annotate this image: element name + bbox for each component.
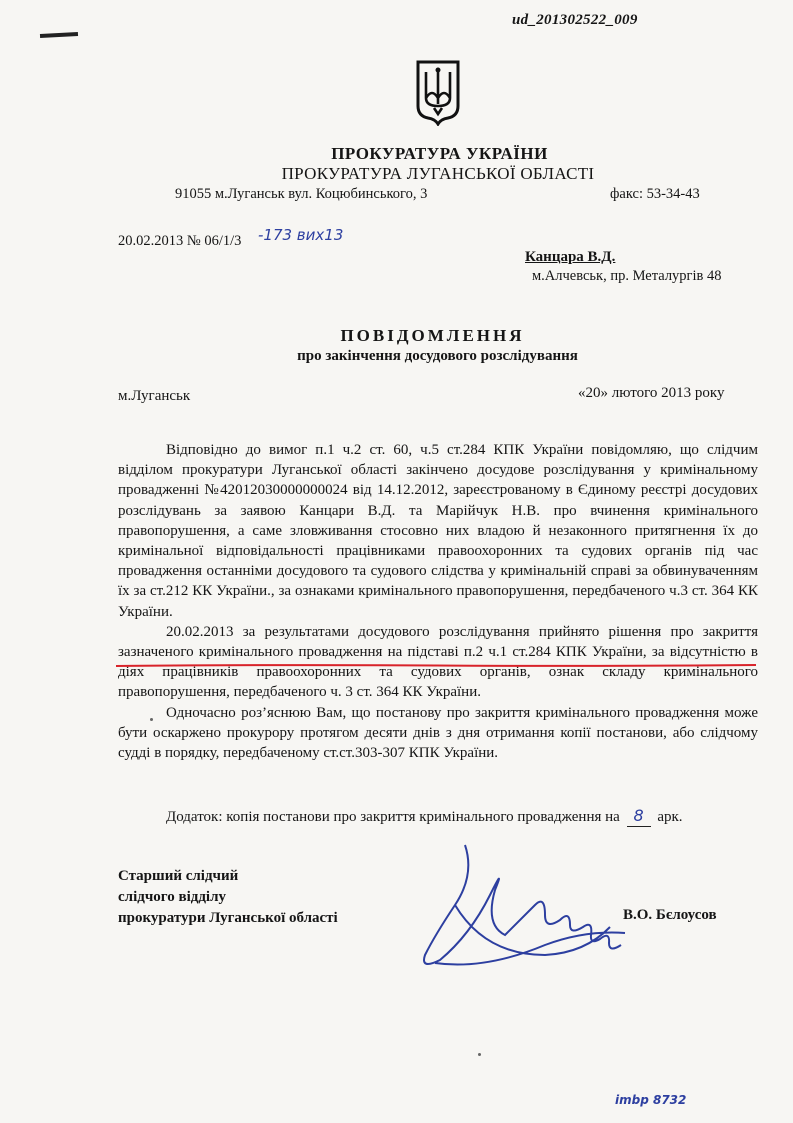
handwritten-signature — [395, 835, 655, 985]
addressee-address: м.Алчевськ, пр. Металургів 48 — [532, 268, 722, 284]
signatory-name: В.О. Бєлоусов — [623, 907, 717, 923]
red-underline-mark — [116, 664, 756, 667]
place-of-issue: м.Луганськ — [118, 388, 191, 404]
annex-text: Додаток: копія постанови про закриття кримінального провадження на — [166, 809, 620, 825]
scan-speck — [478, 1053, 481, 1056]
annex-page-count: 8 — [627, 806, 651, 827]
document-title: ПОВІДОМЛЕННЯ — [340, 326, 525, 345]
trident-emblem-icon — [414, 58, 462, 126]
organization-name: ПРОКУРАТУРА УКРАЇНИ — [331, 144, 548, 163]
notice-body — [118, 440, 758, 763]
paragraph-3: Одночасно роз’яснюю Вам, що постанову про закриття кримінального провадження може бути оскаржено прокурору протягом десяти днів з дня отримання копії постанови, або слідчому судді в порядку, передбаченому ст.ст.303-307 КПК України. — [118, 704, 758, 762]
paragraph-2: 20.02.2013 за результатами досудового розслідування прийнято рішення про закриття зазначеного кримінального провадження на підставі п.2 ч.1 ст.284 КПК України, за відсутністю в діях працівників правоохоронних та судових органів, ознак складу кримінального правопорушення, передбаченого ч. 3 ст. 364 КК України. — [118, 623, 758, 701]
document-id: ud_201302522_009 — [512, 12, 638, 28]
annex-unit: арк. — [657, 809, 683, 825]
organization-address: 91055 м.Луганськ вул. Коцюбинського, 3 — [175, 186, 428, 202]
handwritten-outgoing-number: -173 вих13 — [258, 226, 344, 244]
outgoing-number: 20.02.2013 № 06/1/3 — [118, 233, 242, 249]
paragraph-1: Відповідно до вимог п.1 ч.2 ст. 60, ч.5 ст.284 КПК України повідомляю, що слідчим відділом прокуратури Луганської області закінчено досудове розслідування у кримінальному провадженні №42012030000000024 від 14.12.2012, зареєстрованому в Єдиному реєстрі досудових розслідувань за заявою Канцари В.Д. та Марійчук Н.В. про вчинення кримінального правопорушення, а саме зловживання стосовно них владою й незаконного притягнення їх до кримінальної відповідальності працівниками правоохоронних та судових органів під час провадження останніми досудового та судового слідства у кримінальній справі за обвинуваченням їх за ст.212 КК України., за ознаками кримінального правопорушення, передбаченого ч.3 ст. 364 КК України. — [118, 442, 758, 620]
document-date: «20» лютого 2013 року — [578, 385, 725, 401]
document-subtitle: про закінчення досудового розслідування — [297, 348, 578, 364]
annex-line — [166, 806, 683, 827]
organization-subname: ПРОКУРАТУРА ЛУГАНСЬКОЇ ОБЛАСТІ — [281, 164, 595, 183]
signatory-position: Старший слідчий слідчого відділу прокуратури Луганської області — [118, 868, 338, 926]
addressee-name: Канцара В.Д. — [525, 249, 616, 265]
corner-mark — [40, 32, 78, 38]
footer-handwritten-note: imbp 8732 — [615, 1093, 687, 1107]
scan-speck — [150, 718, 153, 721]
organization-fax: факс: 53-34-43 — [610, 186, 700, 202]
